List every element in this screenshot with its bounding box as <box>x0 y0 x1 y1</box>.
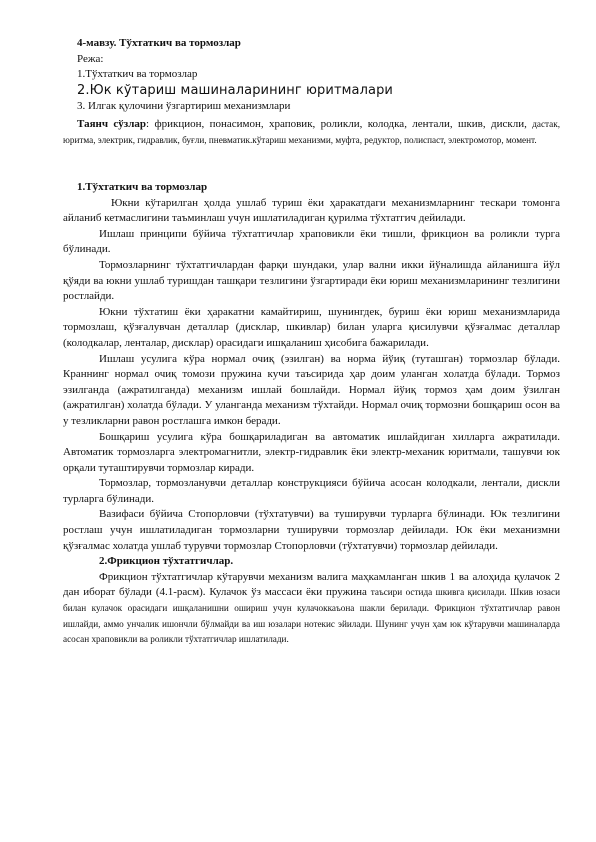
keywords-label: Таянч сўзлар <box>77 118 147 130</box>
plan-item-3: 3. Илгак қулочини ўзгартириш механизмлари <box>77 99 291 112</box>
keywords-block <box>63 117 560 148</box>
keywords-text-small: дастак, юритма, электрик, гидравлик, буғли, пневматик.кўтариш механизми, муфта, редуктор, полиспаст, электромотор, момент. <box>63 119 561 145</box>
section-2-heading: 2.Фрикцион тўхтатгичлар <box>99 555 231 568</box>
section-1-paragraph-6: Бошқариш усулига кўра бошқариладиган ва автоматик ишлайдиган хилларга ажратилади. Автоматик тормозларга электромагнитли, электр-гидравлик ёки электр-механик юритмали, ташувчи юк орқали туташтирувчи тормозлар киради. <box>63 430 560 474</box>
section-2-heading-line <box>63 554 560 570</box>
section-1 <box>63 180 560 648</box>
section-2-heading-suffix: . <box>230 555 234 568</box>
section-1-paragraph-4: Юкни тўхтатиш ёки ҳаракатни камайтириш, шунингдек, буриш ёки юриш механизмларида тормозлаш, қўзғалувчан деталлар (дисклар, шкивлар) билан уларга қисилувчи қўзғалмас деталлар (колодкалар, ленталар, дисклар) орасидаги ишқаланиш ҳисобига бажарилади. <box>63 305 560 349</box>
section-1-paragraph-5: Ишлаш усулига кўра нормал очиқ (эзилган) ва норма йўиқ (туташган) тормозлар бўлади. Краннинг нормал очиқ томози пружина кучи таъсирида ҳар доим уланган холатда бўлади. Тормоз эзилганда (ажратилганда) механизм ишлай бошлайди. Нормал йўиқ тормоз ҳам доим ўзилган (ажратилган) холатда бўлади. У уланганда механизм тўхтайди. Нормал очиқ тормозни бошқариш осон ва у тезликларни равон ростлашга имкон беради. <box>63 352 560 427</box>
section-1-heading: 1.Тўхтаткич ва тормозлар <box>77 181 208 193</box>
section-1-paragraph-1: Юкни кўтарилган ҳолда ушлаб туриш ёки ҳаракатдаги механизмларнинг тескари томонга айланиб кетмаслигини таъминлаш учун ишлатиладиган қурилма тўхтатгич дейилади. <box>63 196 560 225</box>
plan-item-2: 2.Юк кўтариш машиналарининг юритмалари <box>77 82 393 98</box>
section-1-paragraph-8: Вазифаси бўйича Стопорловчи (тўхтатувчи) ва туширувчи турларга бўлинади. Юк тезлигини ростлаш учун ишлатиладиган тормозларни туширувчи тормозлар дейилади. Юк ёки механизмни қўзғалмас холатда ушлаб турувчи тормозлар Стопорловчи (тўхтатувчи) тормозлар дейилади. <box>63 508 560 552</box>
plan-label: Режа: <box>77 52 104 65</box>
section-1-paragraph-3: Тормозларнинг тўхтатгичлардан фарқи шундаки, улар вални икки йўналишда айланишга йўл қўяди ва юкни ушлаб туришдан ташқари тезлигини ўзгартиради ёки юриш механизмларининг тезлигини ростлайди. <box>63 258 560 303</box>
header-block <box>63 36 560 114</box>
section-2-paragraph-text: Фрикцион тўхтатгичлар кўтарувчи механизм валига маҳкамланган шкив 1 ва алоҳида қулачок 2 дан иборат бўлади (4.1-расм). Кулачок ўз массаси ёки пружина <box>63 570 560 599</box>
plan-item-1: 1.Тўхтаткич ва тормозлар <box>77 68 198 80</box>
keywords-text: : фрикцион, понасимон, храповик, роликли, колодка, лентали, шкив, дискли, <box>146 118 527 130</box>
section-1-paragraph-7: Тормозлар, тормозланувчи деталлар конструкцияси бўйича асосан колодкали, лентали, дискли турларга бўлинади. <box>63 477 560 505</box>
document-title: 4-мавзу. Тўхтаткич ва тормозлар <box>77 37 241 49</box>
section-2-paragraph <box>63 570 560 648</box>
section-2-paragraph-small: таъсири остида шкивга қисилади. Шкив юзаси билан кулачок орасидаги ишқаланишни ошириш учун кулачоккаъона шакли берилади. Фрикцион тўхтатгичлар равон ишлайди, аммо унчалик ишончли бўлмайди ва иш юзалари нотекис эйилади. Шунинг учун ҳам юк кўтарувчи машиналарда асосан храповикли ва роликли тўхтатгичлар ишлатилади. <box>63 587 560 645</box>
section-1-paragraph-2: Ишлаш принципи бўйича тўхтатгичлар храповикли ёки тишли, фрикцион ва роликли турга бўлинади. <box>63 227 560 256</box>
